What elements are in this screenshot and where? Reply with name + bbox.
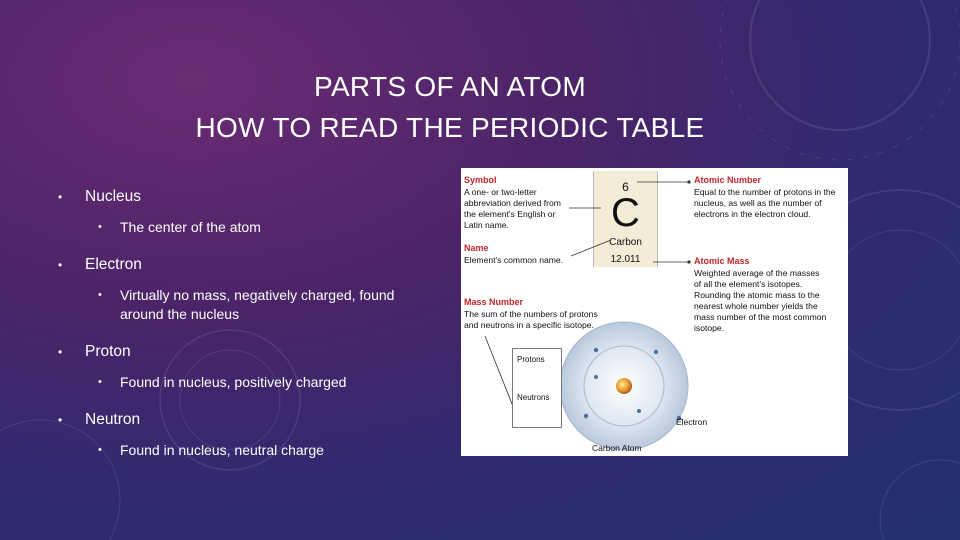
element-symbol: C: [611, 191, 640, 235]
sub-bullet-text: The center of the atom: [120, 219, 261, 235]
atomic-number-desc-1: Equal to the number of protons in the: [694, 187, 836, 197]
symbol-desc-4: Latin name.: [464, 220, 509, 230]
element-number: 6: [622, 180, 629, 194]
bullet-dot-icon: •: [58, 345, 63, 359]
atomic-mass-desc-4: nearest whole number yields the: [694, 301, 818, 311]
bullet-dot-icon: •: [98, 221, 102, 233]
symbol-desc-2: abbreviation derived from: [464, 198, 561, 208]
symbol-desc-3: the element's English or: [464, 209, 556, 219]
sub-bullet-text: Virtually no mass, negatively charged, found around the nucleus: [120, 287, 395, 322]
atomic-mass-heading: Atomic Mass: [694, 256, 750, 266]
bullet-label: Electron: [85, 256, 142, 273]
atomic-number-desc-2: nucleus, as well as the number of: [694, 198, 822, 208]
periodic-table-figure: [461, 168, 848, 456]
mass-number-desc-1: The sum of the numbers of protons: [464, 309, 598, 319]
title-line-1: PARTS OF AN ATOM: [314, 71, 586, 102]
atomic-mass-desc-2: of all the element's isotopes.: [694, 279, 803, 289]
atomic-mass-desc-6: isotope.: [694, 323, 725, 333]
bullet-electron: [58, 254, 438, 276]
bullet-dot-icon: •: [58, 413, 63, 427]
bullet-neutron: [58, 409, 438, 431]
element-name: Carbon: [609, 237, 642, 248]
atomic-number-heading: Atomic Number: [694, 175, 762, 185]
mass-number-heading: Mass Number: [464, 297, 524, 307]
atom-caption: Carbon Atom: [592, 443, 642, 453]
protons-label: Protons: [517, 355, 545, 364]
bullet-dot-icon: •: [98, 376, 102, 388]
bullet-dot-icon: •: [58, 190, 63, 204]
bullet-label: Nucleus: [85, 188, 141, 205]
bullet-dot-icon: •: [58, 258, 63, 272]
sub-bullet-nucleus: [58, 218, 438, 237]
sub-bullet-proton: [58, 373, 438, 392]
name-heading: Name: [464, 243, 489, 253]
atomic-mass-desc-3: Rounding the atomic mass to the: [694, 290, 820, 300]
bullet-label: Neutron: [85, 411, 141, 428]
bullet-proton: [58, 341, 438, 363]
electron-label: Electron: [676, 417, 708, 427]
mass-number-desc-2: and neutrons in a specific isotope.: [464, 320, 594, 330]
slide-title: [150, 66, 750, 148]
atomic-mass-desc-1: Weighted average of the masses: [694, 268, 820, 278]
neutrons-label: Neutrons: [517, 393, 550, 402]
sub-bullet-electron: [58, 286, 438, 324]
bullet-dot-icon: •: [98, 289, 102, 301]
symbol-desc-1: A one- or two-letter: [464, 187, 537, 197]
bullet-dot-icon: •: [98, 444, 102, 456]
symbol-heading: Symbol: [464, 175, 497, 185]
atomic-mass-desc-5: mass number of the most common: [694, 312, 827, 322]
bullet-label: Proton: [85, 343, 131, 360]
element-mass: 12.011: [610, 254, 641, 265]
name-desc: Element's common name.: [464, 255, 564, 265]
bullet-list: [58, 186, 438, 460]
atomic-number-desc-3: electrons in the electron cloud.: [694, 209, 811, 219]
sub-bullet-text: Found in nucleus, positively charged: [120, 374, 347, 390]
sub-bullet-neutron: [58, 441, 438, 460]
title-line-2: HOW TO READ THE PERIODIC TABLE: [195, 112, 705, 143]
bullet-nucleus: [58, 186, 438, 208]
sub-bullet-text: Found in nucleus, neutral charge: [120, 442, 324, 458]
